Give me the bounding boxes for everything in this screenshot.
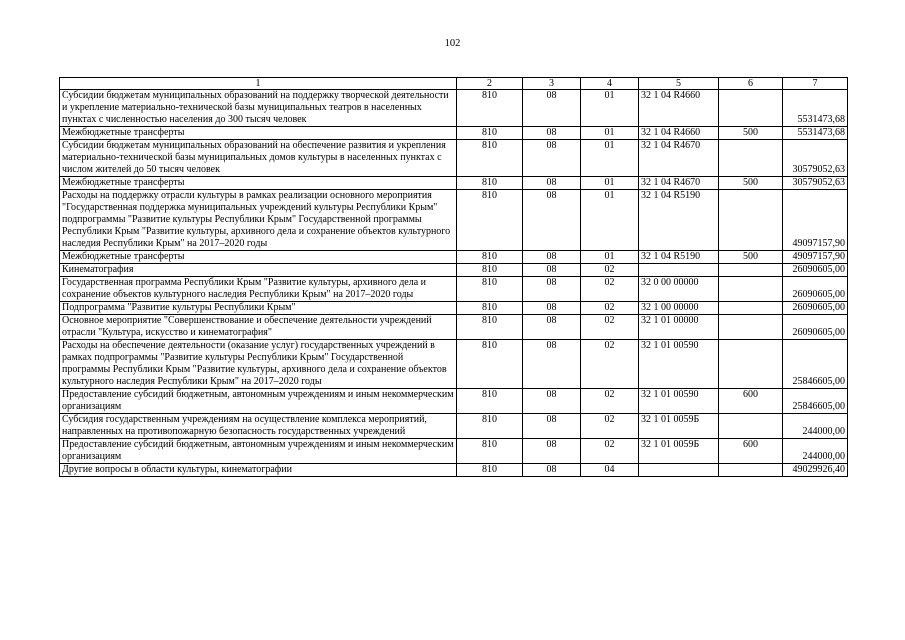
- target-article-cell: 32 1 01 00000: [639, 315, 719, 340]
- section-cell: 08: [523, 90, 581, 127]
- header-cell: 2: [457, 78, 523, 90]
- amount-cell: 30579052,63: [783, 177, 848, 190]
- subsection-cell: 01: [581, 190, 639, 251]
- row-name-cell: Предоставление субсидий бюджетным, автономным учреждениям и иным некоммерческим организациям: [60, 389, 457, 414]
- grbs-cell: 810: [457, 414, 523, 439]
- table-row: [60, 414, 848, 439]
- row-name-cell: Подпрограмма "Развитие культуры Республики Крым": [60, 302, 457, 315]
- amount-cell: 244000,00: [783, 439, 848, 464]
- amount-cell: 49097157,90: [783, 251, 848, 264]
- grbs-cell: 810: [457, 340, 523, 389]
- expense-type-cell: 500: [719, 177, 783, 190]
- target-article-cell: 32 1 01 00590: [639, 389, 719, 414]
- row-name-cell: Другие вопросы в области культуры, кинематографии: [60, 464, 457, 477]
- grbs-cell: 810: [457, 264, 523, 277]
- subsection-cell: 04: [581, 464, 639, 477]
- expense-type-cell: [719, 414, 783, 439]
- table-row: [60, 127, 848, 140]
- amount-cell: 244000,00: [783, 414, 848, 439]
- header-cell: 5: [639, 78, 719, 90]
- amount-cell: 26090605,00: [783, 277, 848, 302]
- header-row: [60, 78, 848, 90]
- grbs-cell: 810: [457, 302, 523, 315]
- target-article-cell: 32 1 04 R4670: [639, 140, 719, 177]
- section-cell: 08: [523, 302, 581, 315]
- table-row: [60, 251, 848, 264]
- target-article-cell: 32 1 01 0059Б: [639, 414, 719, 439]
- subsection-cell: 01: [581, 127, 639, 140]
- subsection-cell: 02: [581, 302, 639, 315]
- header-cell: 4: [581, 78, 639, 90]
- target-article-cell: 32 1 04 R5190: [639, 190, 719, 251]
- expense-type-cell: 500: [719, 251, 783, 264]
- row-name-cell: Межбюджетные трансферты: [60, 127, 457, 140]
- subsection-cell: 01: [581, 140, 639, 177]
- table-row: [60, 340, 848, 389]
- table-row: [60, 264, 848, 277]
- section-cell: 08: [523, 464, 581, 477]
- grbs-cell: 810: [457, 389, 523, 414]
- grbs-cell: 810: [457, 439, 523, 464]
- section-cell: 08: [523, 389, 581, 414]
- table-row: [60, 140, 848, 177]
- grbs-cell: 810: [457, 190, 523, 251]
- subsection-cell: 02: [581, 340, 639, 389]
- subsection-cell: 02: [581, 414, 639, 439]
- row-name-cell: Расходы на обеспечение деятельности (оказание услуг) государственных учреждений в рамках подпрограммы "Развитие культуры Республики Крым" Государственной программы Республики Крым "Развитие культуры, архивного дела и сохранение объектов культурного наследия Республики Крым" на 2017–2020 годы: [60, 340, 457, 389]
- amount-cell: 49029926,40: [783, 464, 848, 477]
- page-number: 102: [444, 38, 461, 49]
- grbs-cell: 810: [457, 315, 523, 340]
- amount-cell: 25846605,00: [783, 389, 848, 414]
- row-name-cell: Основное мероприятие "Совершенствование и обеспечение деятельности учреждений отрасли "Культура, искусство и кинематография": [60, 315, 457, 340]
- subsection-cell: 02: [581, 315, 639, 340]
- header-cell: 6: [719, 78, 783, 90]
- expense-type-cell: [719, 340, 783, 389]
- table-row: [60, 302, 848, 315]
- expense-type-cell: 500: [719, 127, 783, 140]
- amount-cell: 26090605,00: [783, 264, 848, 277]
- amount-cell: 25846605,00: [783, 340, 848, 389]
- row-name-cell: Кинематография: [60, 264, 457, 277]
- table-row: [60, 439, 848, 464]
- table-row: [60, 177, 848, 190]
- header-cell: 1: [60, 78, 457, 90]
- row-name-cell: Межбюджетные трансферты: [60, 251, 457, 264]
- target-article-cell: 32 1 04 R4660: [639, 90, 719, 127]
- header-cell: 3: [523, 78, 581, 90]
- table-row: [60, 389, 848, 414]
- row-name-cell: Субсидии бюджетам муниципальных образований на обеспечение развития и укрепления материально-технической базы муниципальных домов культуры в населенных пунктах с числом жителей до 50 тысяч человек: [60, 140, 457, 177]
- section-cell: 08: [523, 414, 581, 439]
- grbs-cell: 810: [457, 140, 523, 177]
- target-article-cell: 32 1 01 00590: [639, 340, 719, 389]
- section-cell: 08: [523, 439, 581, 464]
- expense-type-cell: [719, 315, 783, 340]
- expense-type-cell: [719, 90, 783, 127]
- section-cell: 08: [523, 264, 581, 277]
- expense-type-cell: 600: [719, 389, 783, 414]
- target-article-cell: 32 0 00 00000: [639, 277, 719, 302]
- grbs-cell: 810: [457, 277, 523, 302]
- target-article-cell: 32 1 04 R4660: [639, 127, 719, 140]
- expense-type-cell: [719, 140, 783, 177]
- section-cell: 08: [523, 190, 581, 251]
- amount-cell: 5531473,68: [783, 127, 848, 140]
- table-row: [60, 90, 848, 127]
- expense-type-cell: [719, 277, 783, 302]
- subsection-cell: 01: [581, 90, 639, 127]
- target-article-cell: 32 1 04 R4670: [639, 177, 719, 190]
- subsection-cell: 02: [581, 389, 639, 414]
- table-row: [60, 190, 848, 251]
- expense-type-cell: 600: [719, 439, 783, 464]
- target-article-cell: [639, 464, 719, 477]
- table-row: [60, 464, 848, 477]
- table-row: [60, 315, 848, 340]
- row-name-cell: Предоставление субсидий бюджетным, автономным учреждениям и иным некоммерческим организациям: [60, 439, 457, 464]
- target-article-cell: [639, 264, 719, 277]
- section-cell: 08: [523, 340, 581, 389]
- section-cell: 08: [523, 277, 581, 302]
- subsection-cell: 02: [581, 264, 639, 277]
- subsection-cell: 01: [581, 251, 639, 264]
- budget-table: [59, 77, 848, 477]
- subsection-cell: 02: [581, 277, 639, 302]
- amount-cell: 30579052,63: [783, 140, 848, 177]
- row-name-cell: Расходы на поддержку отрасли культуры в рамках реализации основного мероприятия "Государственная поддержка муниципальных учреждений культуры Республики Крым" подпрограммы "Развитие культуры Республики Крым" Государственной программы Республики Крым "Развитие культуры, архивного дела и сохранение объектов культурного наследия Республики Крым" на 2017–2020 годы: [60, 190, 457, 251]
- amount-cell: 49097157,90: [783, 190, 848, 251]
- grbs-cell: 810: [457, 464, 523, 477]
- expense-type-cell: [719, 264, 783, 277]
- target-article-cell: 32 1 01 0059Б: [639, 439, 719, 464]
- subsection-cell: 02: [581, 439, 639, 464]
- amount-cell: 5531473,68: [783, 90, 848, 127]
- section-cell: 08: [523, 177, 581, 190]
- grbs-cell: 810: [457, 127, 523, 140]
- subsection-cell: 01: [581, 177, 639, 190]
- header-cell: 7: [783, 78, 848, 90]
- row-name-cell: Межбюджетные трансферты: [60, 177, 457, 190]
- target-article-cell: 32 1 00 00000: [639, 302, 719, 315]
- grbs-cell: 810: [457, 177, 523, 190]
- row-name-cell: Субсидии бюджетам муниципальных образований на поддержку творческой деятельности и укрепление материально-технической базы муниципальных театров в населенных пунктах с численностью населения до 300 тысяч человек: [60, 90, 457, 127]
- table-row: [60, 277, 848, 302]
- expense-type-cell: [719, 302, 783, 315]
- amount-cell: 26090605,00: [783, 302, 848, 315]
- target-article-cell: 32 1 04 R5190: [639, 251, 719, 264]
- row-name-cell: Государственная программа Республики Крым "Развитие культуры, архивного дела и сохранение объектов культурного наследия Республики Крым" на 2017–2020 годы: [60, 277, 457, 302]
- expense-type-cell: [719, 464, 783, 477]
- row-name-cell: Субсидия государственным учреждениям на осуществление комплекса мероприятий, направленных на противопожарную безопасность государственных учреждений: [60, 414, 457, 439]
- amount-cell: 26090605,00: [783, 315, 848, 340]
- section-cell: 08: [523, 251, 581, 264]
- section-cell: 08: [523, 315, 581, 340]
- grbs-cell: 810: [457, 90, 523, 127]
- section-cell: 08: [523, 140, 581, 177]
- section-cell: 08: [523, 127, 581, 140]
- grbs-cell: 810: [457, 251, 523, 264]
- expense-type-cell: [719, 190, 783, 251]
